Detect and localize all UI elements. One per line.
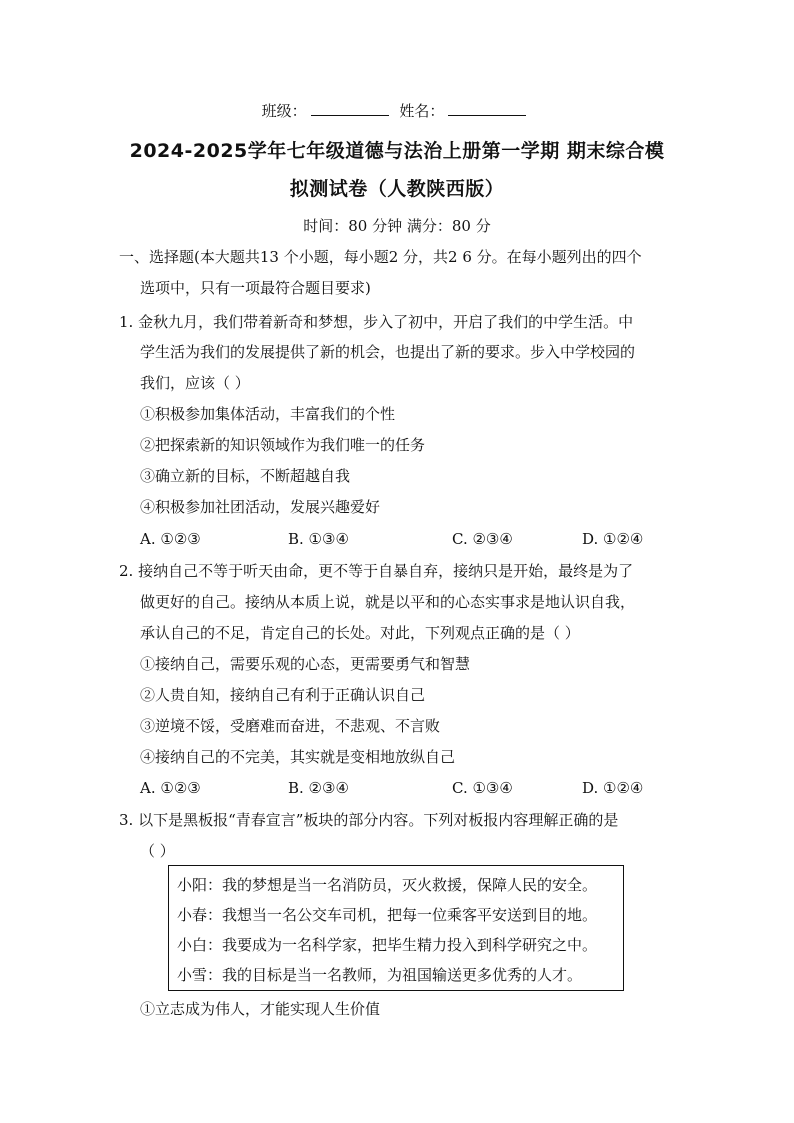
time-info: 时间：80 分钟 满分：80 分 bbox=[303, 217, 491, 235]
class-blank bbox=[311, 101, 389, 116]
section-heading-line2: 选项中，只有一项最符合题目要求) bbox=[140, 279, 371, 297]
q1-option-d[interactable]: D. ①②④ bbox=[582, 530, 644, 548]
name-label: 姓名： bbox=[399, 102, 445, 120]
blackboard-quote-box bbox=[168, 865, 624, 991]
q2-line3: 承认自己的不足，肯定自己的长处。对此，下列观点正确的是（ ） bbox=[140, 624, 580, 642]
q1-option-b[interactable]: B. ①③④ bbox=[288, 530, 349, 548]
exam-title-line2: 拟测试卷（人教陕西版） bbox=[289, 178, 505, 200]
q3-statement-1: ①立志成为伟人，才能实现人生价值 bbox=[140, 1000, 381, 1018]
name-blank bbox=[448, 101, 526, 116]
q2-line1: 2. 接纳自己不等于听天由命，更不等于自暴自弃，接纳只是开始，最终是为了 bbox=[119, 562, 634, 580]
q1-statement-3: ③确立新的目标，不断超越自我 bbox=[140, 467, 351, 485]
quote-xiaoxue: 小雪：我的目标是当一名教师，为祖国输送更多优秀的人才。 bbox=[177, 966, 583, 984]
q1-statement-4: ④积极参加社团活动，发展兴趣爱好 bbox=[140, 498, 381, 516]
q1-line3: 我们，应该（ ） bbox=[140, 374, 250, 392]
q3-line2: （ ） bbox=[140, 842, 175, 860]
student-info-line bbox=[0, 101, 794, 121]
quote-xiaoyang: 小阳：我的梦想是当一名消防员，灭火救援，保障人民的安全。 bbox=[177, 876, 598, 894]
class-label: 班级： bbox=[261, 102, 307, 120]
q1-option-a[interactable]: A. ①②③ bbox=[140, 530, 201, 548]
q2-statement-3: ③逆境不馁，受磨难而奋进，不悲观、不言败 bbox=[140, 717, 441, 735]
q2-statement-1: ①接纳自己，需要乐观的心态，更需要勇气和智慧 bbox=[140, 655, 471, 673]
q1-option-c[interactable]: C. ②③④ bbox=[452, 530, 513, 548]
exam-title-line1: 2024-2025学年七年级道德与法治上册第一学期 期末综合模 bbox=[129, 140, 665, 162]
q2-option-b[interactable]: B. ②③④ bbox=[288, 779, 349, 797]
q2-line2: 做更好的自己。接纳从本质上说，就是以平和的心态实事求是地认识自我， bbox=[140, 593, 636, 611]
q1-line1: 1. 金秋九月，我们带着新奇和梦想，步入了初中，开启了我们的中学生活。中 bbox=[119, 313, 634, 331]
q2-option-a[interactable]: A. ①②③ bbox=[140, 779, 201, 797]
section-heading bbox=[119, 247, 642, 267]
q2-option-c[interactable]: C. ①③④ bbox=[452, 779, 513, 797]
quote-xiaochun: 小春：我想当一名公交车司机，把每一位乘客平安送到目的地。 bbox=[177, 906, 598, 924]
section-heading-line1: 一、选择题(本大题共13 个小题，每小题2 分，共2 6 分。在每小题列出的四个 bbox=[119, 248, 642, 266]
q2-statement-4: ④接纳自己的不完美，其实就是变相地放纵自己 bbox=[140, 748, 456, 766]
q1-line2: 学生活为我们的发展提供了新的机会，也提出了新的要求。步入中学校园的 bbox=[140, 343, 636, 361]
q1-statement-2: ②把探索新的知识领域作为我们唯一的任务 bbox=[140, 436, 426, 454]
q2-option-d[interactable]: D. ①②④ bbox=[582, 779, 644, 797]
q3-line1: 3. 以下是黑板报“青春宣言”板块的部分内容。下列对板报内容理解正确的是 bbox=[119, 811, 619, 829]
quote-xiaobai: 小白：我要成为一名科学家，把毕生精力投入到科学研究之中。 bbox=[177, 936, 598, 954]
q2-statement-2: ②人贵自知，接纳自己有利于正确认识自己 bbox=[140, 686, 426, 704]
q1-statement-1: ①积极参加集体活动，丰富我们的个性 bbox=[140, 405, 396, 423]
